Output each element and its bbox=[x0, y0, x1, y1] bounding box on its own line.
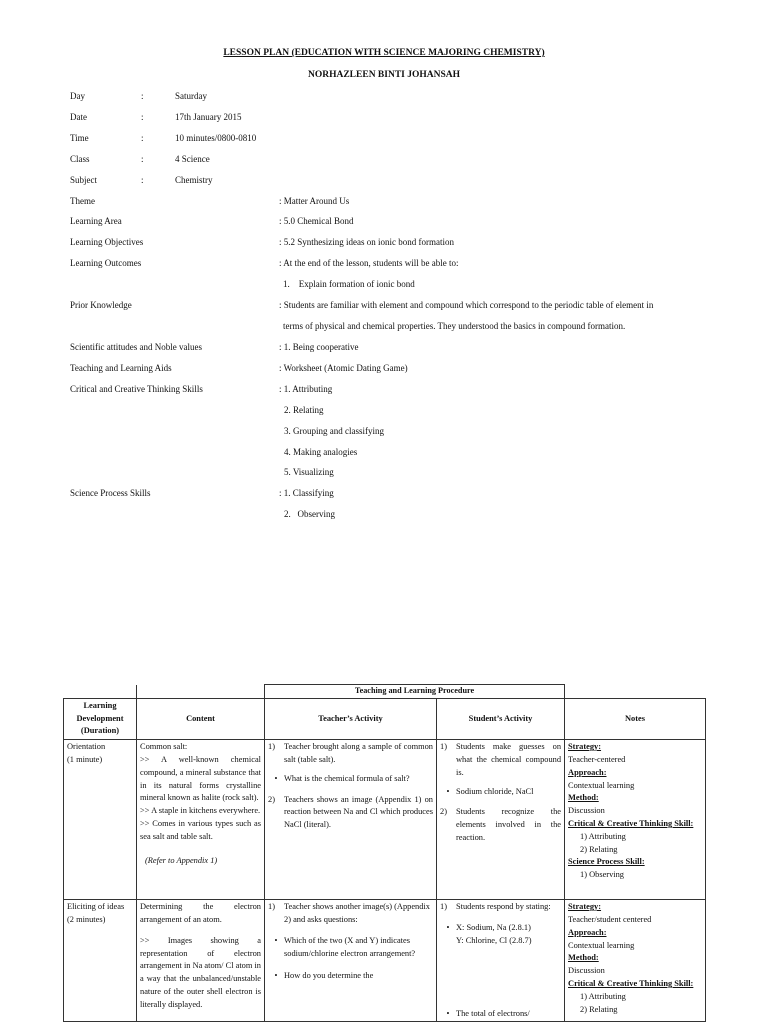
info-value-date: 17th January 2015 bbox=[175, 112, 242, 122]
info-colon: : bbox=[141, 133, 144, 143]
stage-cell: Orientation (1 minute) bbox=[64, 740, 137, 900]
info-key-class: Class bbox=[70, 154, 90, 164]
teacher-activity-cell: 1) Teacher shows another image(s) (Appendix 2) and asks questions: • Which of the two (X and Y) indicates sodium/chlorine electron arrangement? • How do you determine the bbox=[265, 900, 437, 1022]
learning-outcomes-value: : At the end of the lesson, students will be able to: bbox=[279, 258, 459, 268]
learning-objectives-value: : 5.2 Synthesizing ideas on ionic bond formation bbox=[279, 237, 454, 247]
bullet-icon: • bbox=[446, 1008, 450, 1018]
info-value-time: 10 minutes/0800-0810 bbox=[175, 133, 257, 143]
process-skill-item: : 1. Classifying bbox=[279, 488, 334, 498]
prior-knowledge-line2: terms of physical and chemical properties. They understood the basics in compound formation. bbox=[283, 321, 626, 331]
info-key-subject: Subject bbox=[70, 175, 97, 185]
thinking-skills-label: Critical and Creative Thinking Skills bbox=[70, 384, 203, 394]
theme-value: : Matter Around Us bbox=[279, 196, 350, 206]
attitudes-value: : 1. Being cooperative bbox=[279, 342, 359, 352]
prior-knowledge-line1: : Students are familiar with element and compound which correspond to the periodic table of element in bbox=[279, 300, 654, 310]
thinking-skill-item: 3. Grouping and classifying bbox=[284, 426, 384, 436]
learning-objectives-label: Learning Objectives bbox=[70, 237, 144, 247]
aids-label: Teaching and Learning Aids bbox=[70, 363, 172, 373]
bullet-icon: • bbox=[274, 935, 278, 945]
appendix-reference: (Refer to Appendix 1) bbox=[145, 855, 218, 865]
info-colon: : bbox=[141, 154, 144, 164]
learning-area-value: : 5.0 Chemical Bond bbox=[279, 216, 354, 226]
thinking-skill-item: : 1. Attributing bbox=[279, 384, 333, 394]
author-name: NORHAZLEEN BINTI JOHANSAH bbox=[307, 70, 461, 80]
notes-cell: Strategy: Teacher-centered Approach: Contextual learning Method: Discussion Critical & Creative Thinking Skill: 1) Attributing 2) Relating Science Process Skill: 1) Observing bbox=[565, 740, 706, 900]
header-content: Content bbox=[137, 698, 265, 739]
learning-area-label: Learning Area bbox=[70, 216, 122, 226]
prior-knowledge-label: Prior Knowledge bbox=[70, 300, 132, 310]
attitudes-label: Scientific attitudes and Noble values bbox=[70, 342, 202, 352]
info-colon: : bbox=[141, 91, 144, 101]
header-learning-development: Learning Development (Duration) bbox=[64, 698, 137, 739]
info-colon: : bbox=[141, 112, 144, 122]
header-teacher-activity: Teacher’s Activity bbox=[265, 698, 437, 739]
bullet-icon: • bbox=[446, 922, 450, 932]
info-key-time: Time bbox=[70, 133, 89, 143]
content-cell: Determining the electron arrangement of an atom. >> Images showing a representation of electron arrangement in Na atom/ Cl atom in a way that the unbalanced/unstable nature of the outer shell electron is literally displayed. bbox=[137, 900, 265, 1022]
header-notes: Notes bbox=[565, 698, 706, 739]
bullet-icon: • bbox=[274, 773, 278, 783]
process-skills-label: Science Process Skills bbox=[70, 488, 151, 498]
process-skill-item: 2. Observing bbox=[284, 509, 335, 519]
learning-outcomes-label: Learning Outcomes bbox=[70, 258, 142, 268]
table-row bbox=[64, 740, 706, 900]
thinking-skill-item: 5. Visualizing bbox=[284, 467, 334, 477]
student-activity-cell: 1) Students make guesses on what the chemical compound is. • Sodium chloride, NaCl 2) Students recognize the elements involved in the reaction. bbox=[437, 740, 565, 900]
student-activity-cell: 1) Students respond by stating: • X: Sodium, Na (2.8.1) Y: Chlorine, Cl (2.8.7) • The total of electrons/ bbox=[437, 900, 565, 1022]
content-cell: Common salt: >> A well-known chemical compound, a mineral substance that in its natural forms crystalline mineral known as halite (rock salt). >> A staple in kitchens everywhere. >> Comes in various types such as sea salt and table salt. (Refer to Appendix 1) bbox=[137, 740, 265, 900]
info-value-day: Saturday bbox=[175, 91, 207, 101]
info-key-day: Day bbox=[70, 91, 85, 101]
procedure-table bbox=[63, 684, 706, 1022]
stage-cell: Eliciting of ideas (2 minutes) bbox=[64, 900, 137, 1022]
info-colon: : bbox=[141, 175, 144, 185]
table-row bbox=[64, 900, 706, 1022]
theme-label: Theme bbox=[70, 196, 95, 206]
info-key-date: Date bbox=[70, 112, 87, 122]
notes-cell: Strategy: Teacher/student centered Approach: Contextual learning Method: Discussion Critical & Creative Thinking Skill: 1) Attributing 2) Relating bbox=[565, 900, 706, 1022]
info-value-subject: Chemistry bbox=[175, 175, 213, 185]
table-caption: Teaching and Learning Procedure bbox=[265, 685, 565, 699]
aids-value: : Worksheet (Atomic Dating Game) bbox=[279, 363, 408, 373]
document-title: LESSON PLAN (EDUCATION WITH SCIENCE MAJORING CHEMISTRY) bbox=[223, 48, 545, 58]
bullet-icon: • bbox=[274, 971, 278, 981]
thinking-skill-item: 4. Making analogies bbox=[284, 447, 358, 457]
info-value-class: 4 Science bbox=[175, 154, 210, 164]
bullet-icon: • bbox=[446, 786, 450, 796]
learning-outcome-item: 1. Explain formation of ionic bond bbox=[283, 279, 415, 289]
teacher-activity-cell: 1) Teacher brought along a sample of common salt (table salt). • What is the chemical formula of salt? 2) Teachers shows an image (Appendix 1) on reaction between Na and Cl which produces NaCl (literal). bbox=[265, 740, 437, 900]
header-student-activity: Student’s Activity bbox=[437, 698, 565, 739]
thinking-skill-item: 2. Relating bbox=[284, 405, 324, 415]
